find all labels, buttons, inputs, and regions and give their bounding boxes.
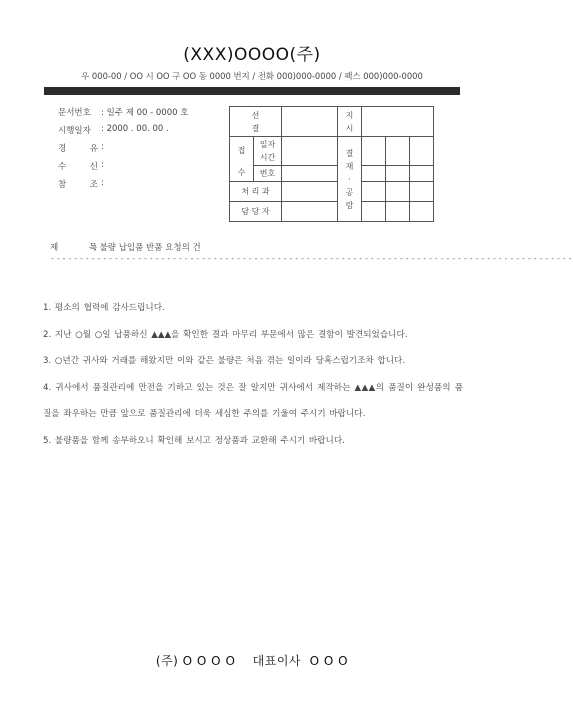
meta-label: 시행일자 [58,126,91,136]
cell-beonho-value [282,165,338,181]
cell-sign-11 [386,202,410,222]
cell-sign-12 [410,202,434,222]
cell-ilja-sigan: 일자 시간 [254,137,282,166]
cell-gyeoljae-gongnam: 결 재 · 공 람 [338,137,362,222]
meta-row-reference [58,178,188,196]
body-paragraph-5: 5. 불량품을 함께 송부하오니 확인해 보시고 정상품과 교환해 주시기 바랍니다. [43,435,345,446]
cell-sign-10 [362,202,386,222]
approval-table [229,106,434,222]
cell-seongyeol: 선 결 [230,107,282,137]
body-paragraph-2: 2. 지난 ○월 ○일 납품하신 ▲▲▲을 확인한 결과 마무리 부문에서 많은 결함이 발견되었습니다. [43,329,408,340]
cell-sign-9 [410,182,434,202]
body-paragraph-3: 3. ○년간 귀사와 거래를 해왔지만 이와 같은 불량은 처음 겪는 일이라 당혹스럽기조차 합니다. [43,356,406,366]
cell-sign-8 [386,182,410,202]
document-meta [58,106,188,196]
signature-line: (주) O O O O 대표이사 O O O [155,654,349,668]
meta-row-via [58,142,188,160]
cell-beonho: 번호 [254,165,282,181]
cell-sign-7 [362,182,386,202]
cell-jeop-su [230,137,254,182]
cell-damdangja-value [282,202,338,222]
subject-dashed-divider: ------------------------------------------------------------------------------------------ [50,254,573,263]
cell-ilja-value [282,137,338,166]
cell-sign-5 [386,165,410,181]
meta-value: : 2000 . 00. 00 . [101,124,169,134]
subject-value: : 불량 납입품 반품 요청의 건 [94,243,201,253]
company-title: (XXX)OOOO(주) [183,45,321,65]
letter-body [43,295,463,454]
cell-sign-6 [410,165,434,181]
meta-row-recipient [58,160,188,178]
cell-jisi: 지 시 [338,107,362,137]
meta-label: 참 조 [58,180,98,190]
subject-label: 제 목 [50,243,112,253]
cell-seongyeol-value [282,107,338,137]
meta-value: : [101,178,104,188]
meta-label: 문서번호 [58,108,91,118]
company-address: 우 000-00 / OO 시 OO 구 OO 동 0000 번지 / 전화 000)000-0000 / 팩스 000)000-0000 [81,71,423,81]
cell-sign-1 [362,137,386,166]
label-jeop: 접 [237,146,246,155]
cell-sign-2 [386,137,410,166]
cell-cheorigwa-value [282,182,338,202]
cell-sign-4 [362,165,386,181]
label-su: 수 [237,168,246,177]
cell-damdangja: 담 당 자 [230,202,282,222]
body-paragraph-4: 4. 귀사에서 품질관리에 만전을 기하고 있는 것은 잘 알지만 귀사에서 제작하는 ▲▲▲의 품질이 완성품의 품질을 좌우하는 만큼 앞으로 품질관리에 더욱 세심한 주의를 기울여 주시기 바랍니다. [43,382,463,419]
body-paragraph-1: 1. 평소의 협력에 감사드립니다. [43,303,165,313]
cell-cheorigwa: 처 리 과 [230,182,282,202]
meta-value: : [101,142,104,152]
header-divider [44,87,460,95]
meta-label: 수 신 [58,162,98,172]
meta-row-doc-number [58,106,188,124]
meta-row-date [58,124,188,142]
meta-value: : 일주 제 00 - 0000 호 [101,108,189,118]
meta-label: 경 유 [58,144,98,154]
cell-jisi-value [362,107,434,137]
meta-value: : [101,160,104,170]
cell-sign-3 [410,137,434,166]
subject-line [50,241,201,253]
